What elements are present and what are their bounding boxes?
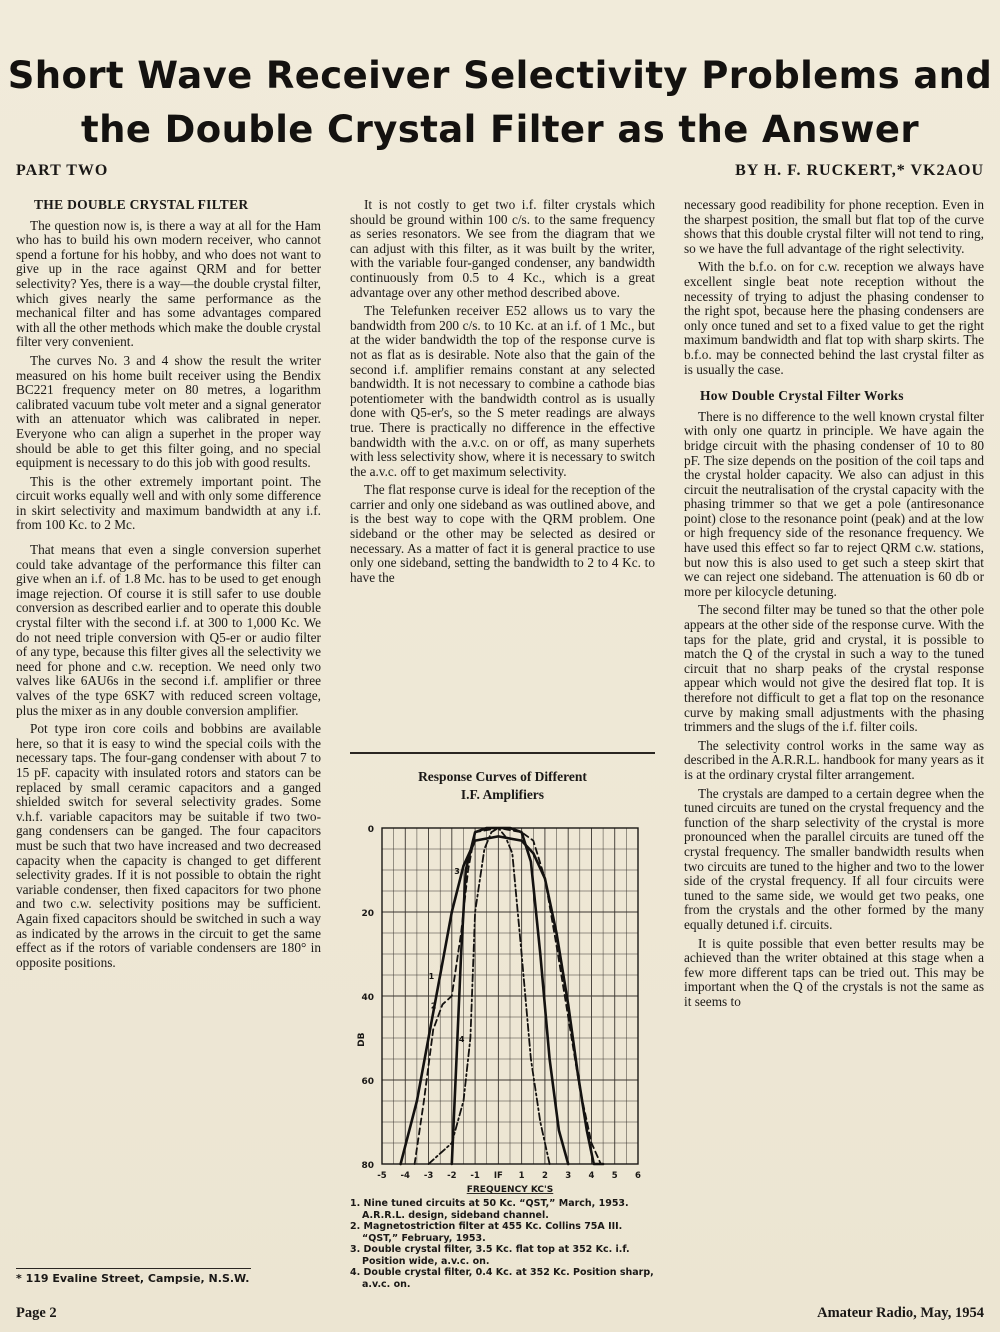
x-tick-label: -2 bbox=[447, 1171, 457, 1181]
section-heading-double-crystal-filter: THE DOUBLE CRYSTAL FILTER bbox=[34, 197, 249, 212]
paragraph: That means that even a single conversion superhet could take advantage of the performance this filter can give when an i.f. of 1.8 Mc. has to be used to get enough image rejection. Of course it is still safer to use double conversion as described earlier and to operate this double crystal filter with the second i.f. at 300 to 1,000 Kc. We do not need triple conversion with Q5-er or audio filter of any type, because this filter gives all the selectivity we need for phone and c.w. reception. We need only two valves like 6AU6s in the second i.f. amplifier or three valves of the type 6SK7 with reduced screen voltage, plus the mixer as in any double conversion amplifier. bbox=[16, 542, 321, 718]
caption-2: 2. Magnetostriction filter at 455 Kc. Collins 75A III. “QST,” February, 1953. bbox=[350, 1221, 623, 1244]
paragraph: The question now is, is there a way at all for the Ham who has to build his own modern receiver, who cannot spend a fortune for his hobby, and who does not want to give up in the race against QRM and for better selectivity? Yes, there is a way—the double crystal filter, which gives nearly the same performance as the mechanical filter and has some advantages compared with all the other methods which make the double crystal filter very convenient. bbox=[16, 217, 321, 350]
footnote-divider bbox=[16, 1268, 251, 1269]
figure-divider bbox=[350, 752, 655, 754]
section-heading-how-it-works: How Double Crystal Filter Works bbox=[700, 388, 904, 404]
paragraph: This is the other extremely important point. The circuit works equally well and with only some difference in skirt selectivity and maximum bandwidth at any i.f. from 100 Kc. to 2 Mc. bbox=[16, 473, 321, 533]
author-address-footnote: * 119 Evaline Street, Campsie, N.S.W. bbox=[16, 1272, 250, 1285]
publication-footer: Amateur Radio, May, 1954 bbox=[817, 1305, 984, 1321]
x-tick-label: IF bbox=[493, 1171, 503, 1181]
article-title-line-2: the Double Crystal Filter as the Answer bbox=[81, 108, 919, 151]
column-2 bbox=[350, 198, 655, 589]
paragraph: The Telefunken receiver E52 allows us to vary the bandwidth from 200 c/s. to 10 Kc. at an i.f. of 1 Mc., but at the wider bandwidth the top of the response curve is not as flat as is desirable. Note also that the gain of the second i.f. amplifier remains constant at any selected bandwidth. It is not necessary to combine a cathode bias potentiometer with the bandwidth control as is usually done with Q5-er's, so the S meter readings are always true. There is practically no difference in the effective bandwidth with the a.v.c. on or off, as many superhets with less selectivity show, where it is necessary to switch the a.v.c. off to get maximum selectivity. bbox=[350, 303, 655, 479]
x-tick-label: -4 bbox=[400, 1171, 410, 1181]
caption-1: 1. Nine tuned circuits at 50 Kc. “QST,” March, 1953. A.R.R.L. design, sideband channel. bbox=[350, 1198, 629, 1221]
series-label-3: 3 bbox=[454, 867, 460, 876]
x-tick-label: 2 bbox=[541, 1171, 548, 1181]
paragraph: The selectivity control works in the same way as described in the A.R.R.L. handbook for many years as it is at the ordinary crystal filter arrangement. bbox=[684, 737, 984, 782]
x-tick-label: 3 bbox=[565, 1171, 572, 1181]
y-tick-label: 60 bbox=[361, 1077, 374, 1087]
paragraph: With the b.f.o. on for c.w. reception we always have excellent single beat note reception without the necessity of trying to adjust the phasing condenser to the right spot, because here the phasing condensers are only once tuned and set to a fixed value to get the right maximum bandwidth and flat top with sharp skirts. The b.f.o. may be connected behind the last crystal filter as is usually the case. bbox=[684, 259, 984, 377]
paragraph: There is no difference to the well known crystal filter with only one quartz in principle. We have again the bridge circuit with the phasing condenser of 10 to 80 pF. The size depends on the position of the coil taps and the crystal holder capacity. We also can adjust in this circuit the neutralisation of the crystal capacity with the phasing trimmer so that we get a pole (antiresonance point) close to the resonance point (peak) and at the low or high frequency side of the resonance frequency. We have used this effect so far to reject QRM c.w. stations, but now this is also used to get such a steep skirt that we can reject one sideband. The attenuation is 60 db or more per kilocycle detuning. bbox=[684, 408, 984, 599]
x-axis-label: FREQUENCY KC'S bbox=[466, 1185, 554, 1195]
y-axis-label: DB bbox=[357, 1032, 367, 1047]
column-1 bbox=[16, 198, 321, 974]
article-title-line-1: Short Wave Receiver Selectivity Problems and bbox=[7, 54, 993, 97]
caption-4: 4. Double crystal filter, 0.4 Kc. at 352 Kc. Position sharp, a.v.c. on. bbox=[350, 1267, 654, 1290]
x-tick-label: 5 bbox=[611, 1171, 618, 1181]
y-tick-label: 0 bbox=[367, 825, 374, 835]
paragraph: It is not costly to get two i.f. filter crystals which should be ground within 100 c/s. to the same frequency as series resonators. We see from the diagram that we can adjust with this filter, as it was built by the writer, with the variable four-ganged condenser, any bandwidth continuously from 0.5 to 4 Kc., which is a great advantage over any other method described above. bbox=[350, 197, 655, 300]
x-tick-label: -3 bbox=[423, 1171, 434, 1181]
part-label: PART TWO bbox=[16, 162, 109, 179]
series-label-2: 2 bbox=[430, 1001, 437, 1011]
figure-title-line-2: I.F. Amplifiers bbox=[460, 787, 545, 802]
author-byline: BY H. F. RUCKERT,* VK2AOU bbox=[735, 162, 984, 179]
y-tick-label: 40 bbox=[361, 993, 374, 1003]
series-label-1: 1 bbox=[428, 972, 435, 981]
x-tick-label: 1 bbox=[518, 1171, 525, 1181]
series-line-1 bbox=[401, 836, 603, 1164]
paragraph: necessary good readibility for phone reception. Even in the sharpest position, the small but flat top of the curve shows that this double crystal filter will not tend to ring, so we have the full advantage of the right selectivity. bbox=[684, 197, 984, 256]
column-3 bbox=[684, 198, 984, 1013]
y-tick-label: 80 bbox=[361, 1161, 374, 1171]
response-curves-chart bbox=[356, 820, 648, 1195]
page-number: Page 2 bbox=[16, 1305, 57, 1321]
series-label-4: 4 bbox=[458, 1035, 465, 1044]
paragraph: The curves No. 3 and 4 show the result the writer measured on his home built receiver using the Bendix BC221 frequency meter on 80 metres, a logarithm calibrated vacuum tube volt meter and a signal generator with an attenuator which was calibrated in neper. Everyone who can align a superhet in the proper way should be able to get this filter going, and no special equipment is necessary to do this job with good results. bbox=[16, 352, 321, 471]
paragraph: It is quite possible that even better results may be achieved than the writer obtained at this stage when a few more different taps can be tried out. This may be important when the Q of the crystals is not the same as it seems to bbox=[684, 935, 984, 1009]
paragraph: The crystals are damped to a certain degree when the tuned circuits are tuned on the crystal frequency and the function of the sharp selectivity of the crystal is more pronounced when the parallel circuits are tuned off the crystal frequency. The smaller bandwidth results when two circuits are tuned to the higher and two to the lower side of the crystal frequency. If all four circuits were tuned to the same side, we would get two peaks, one from the crystals and the other formed by the many equally detuned i.f. circuits. bbox=[684, 785, 984, 932]
figure-title bbox=[350, 768, 655, 804]
x-tick-label: 6 bbox=[635, 1171, 641, 1181]
y-tick-label: 20 bbox=[361, 909, 374, 919]
paragraph: The second filter may be tuned so that the other pole appears at the other side of the response curve. With the taps for the plate, grid and crystal, it is possible to match the Q of the crystal in such a way to the tuned circuit that no sharp peaks of the crystal response appear which would not give the desired flat top. It is therefore not difficult to get a flat top on the resonance curve by making small adjustments with the phasing trimmers and the slugs of the i.f. filter coils. bbox=[684, 602, 984, 735]
caption-3: 3. Double crystal filter, 3.5 Kc. flat top at 352 Kc. i.f. Position wide, a.v.c. on. bbox=[350, 1244, 630, 1267]
figure-title-line-1: Response Curves of Different bbox=[418, 769, 587, 784]
paragraph: The flat response curve is ideal for the reception of the carrier and only one sideband as was outlined above, and is the best way to cope with the QRM problem. One sideband or the other may be selected as desired or necessary. As a matter of fact it is general practice to use only one sideband, setting the bandwidth to 2 to 4 Kc. to have the bbox=[350, 482, 655, 585]
x-tick-label: 4 bbox=[588, 1171, 595, 1181]
figure-captions bbox=[350, 1198, 655, 1290]
x-tick-label: -5 bbox=[377, 1171, 387, 1181]
x-tick-label: -1 bbox=[470, 1171, 480, 1181]
paragraph: Pot type iron core coils and bobbins are available here, so that it is easy to wind the special coils with the necessary taps. The four-gang condenser with about 7 to 15 pF. capacity with insulated rotors and stators can be replaced by small ceramic capacitors and a ganged shielded switch for several selectivity grades. Some v.h.f. variable capacitors may be suitable if two two-gang condensers can be ganged. The four capacitors must be such that two have increased and two decreased capacity when the capacity is changed to get different selectivity grades. If it is not possible to obtain the right variable condenser, then fixed capacitors for two phone and two c.w. selectivity positions may be sufficient. Again fixed capacitors should be switched in such a way as indicated by the arrows in the circuit to get the same effect as if the rotors of variable condensers are 180° in opposite positions. bbox=[16, 721, 321, 970]
